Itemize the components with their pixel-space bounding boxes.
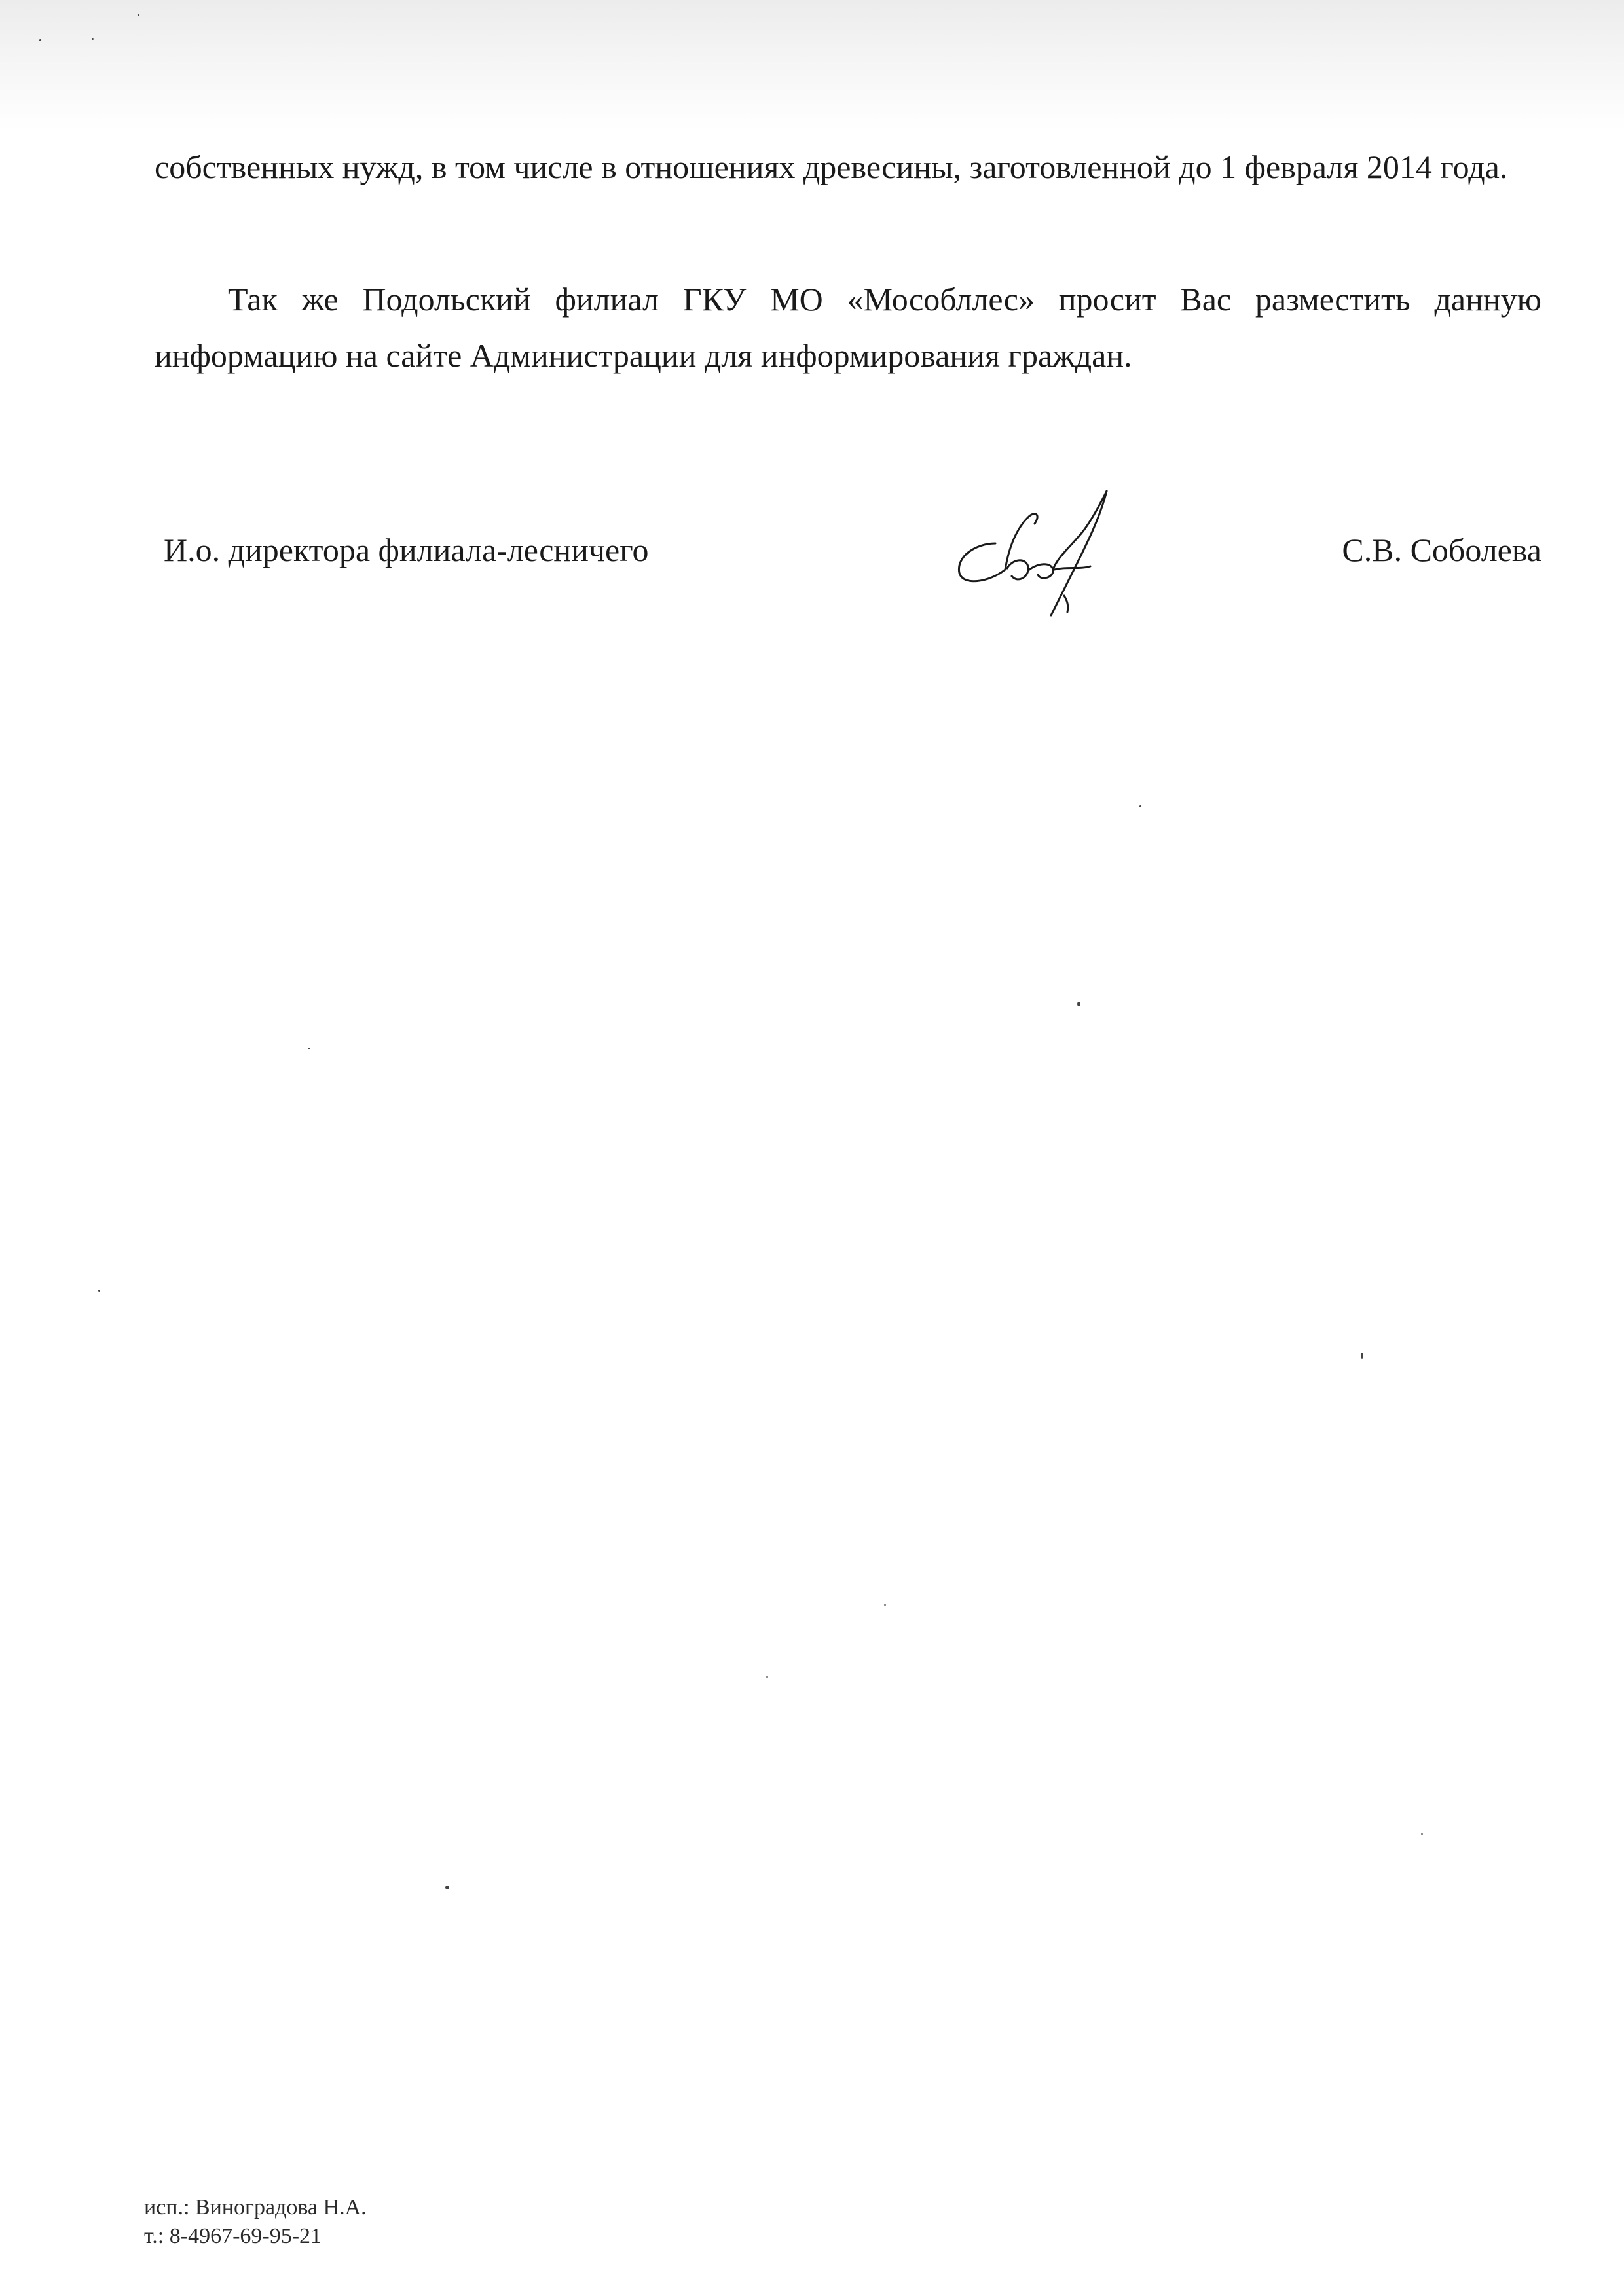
scan-speck (1139, 805, 1141, 807)
scan-speck (98, 1290, 100, 1292)
scan-speck (39, 39, 41, 41)
executor-line: исп.: Виноградова Н.А. (144, 2195, 367, 2219)
scan-speck (766, 1676, 768, 1678)
letter-paragraph-2: Так же Подольский филиал ГКУ МО «Мособллес» просит Вас разместить данную информацию на сайте Администрации для информирования граждан. (155, 281, 1541, 374)
signatory-name: С.В. Соболева (1342, 532, 1541, 568)
scan-speck (138, 14, 139, 16)
phone-line: т.: 8-4967-69-95-21 (144, 2224, 322, 2248)
handwritten-signature (943, 471, 1139, 629)
scan-speck (1361, 1353, 1363, 1359)
scan-speck (445, 1886, 449, 1889)
scan-speck (92, 38, 94, 40)
scan-speck (308, 1048, 310, 1049)
letter-paragraph-1: собственных нужд, в том числе в отношениях древесины, заготовленной до 1 февраля 2014 года. (155, 149, 1508, 185)
scan-speck (1421, 1833, 1423, 1835)
scan-speck (1077, 1002, 1080, 1006)
scan-speck (884, 1604, 886, 1606)
position-title: И.о. директора филиала-лесничего (164, 532, 649, 568)
scan-shadow (0, 0, 1624, 131)
